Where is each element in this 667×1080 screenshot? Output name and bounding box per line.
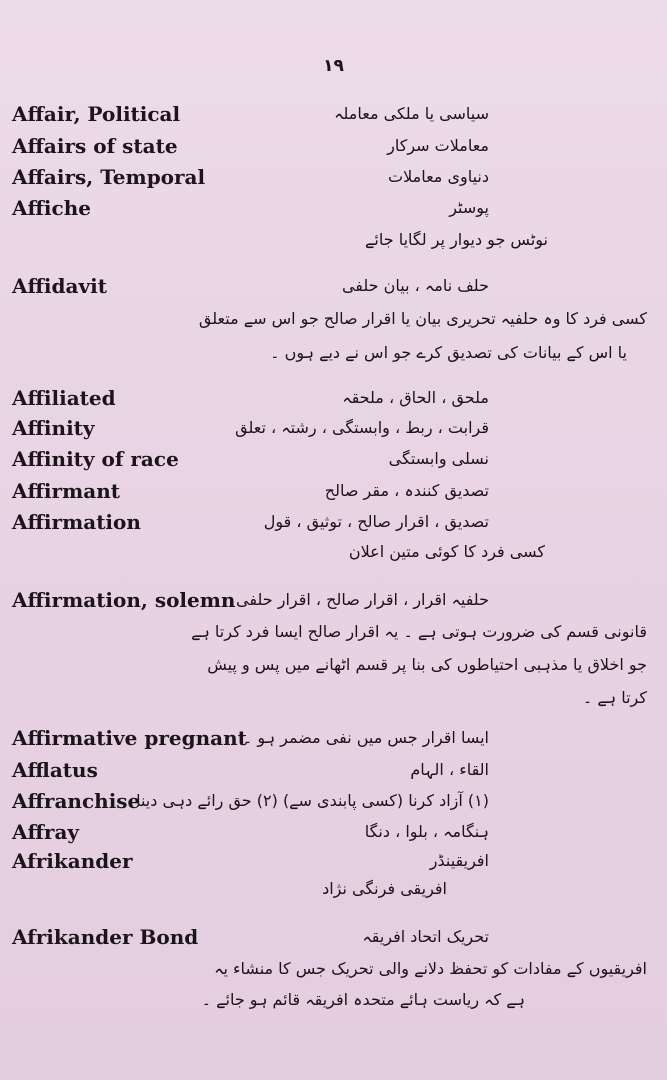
entry-definition: حلفیہ اقرار ، اقرار صالح ، اقرار حلفی xyxy=(236,590,489,609)
entry-definition: ایسا اقرار جس میں نفی مضمر ہو ۔ xyxy=(242,728,489,747)
entry-term: Affirmation, solemn xyxy=(12,588,236,612)
entry-term: Affinity of race xyxy=(12,447,179,471)
entry-definition: جو اخلاق یا مذہبی احتیاطوں کی بنا پر قسم اٹھانے میں پس و پیش xyxy=(207,655,647,674)
entry-definition: سیاسی یا ملکی معاملہ xyxy=(334,104,489,123)
entry-term: Affirmant xyxy=(12,479,120,503)
entry-definition: معاملات سرکار xyxy=(387,136,489,155)
entry-term: Afflatus xyxy=(12,758,98,782)
entry-definition: حلف نامہ ، بیان حلفی xyxy=(341,276,489,295)
entry-definition: تحریک اتحاد افریقہ xyxy=(362,927,489,946)
entry-term: Affairs, Temporal xyxy=(12,165,206,189)
entry-definition: افریقینڈر xyxy=(429,851,489,870)
entry-term: Affairs of state xyxy=(12,134,178,158)
entry-definition: ہے کہ ریاست ہائے متحدہ افریقہ قائم ہو جائے ۔ xyxy=(201,990,525,1009)
entry-definition: تصدیق کنندہ ، مقر صالح xyxy=(324,481,489,500)
page-number: ۱۹ xyxy=(323,56,344,76)
entry-definition: تصدیق ، اقرار صالح ، توثیق ، قول xyxy=(263,512,489,531)
entry-definition: یا اس کے بیانات کی تصدیق کرے جو اس نے دیے ہوں ۔ xyxy=(270,343,627,362)
entry-term: Affirmative pregnant xyxy=(12,726,247,750)
entry-definition: کسی فرد کا کوئی متین اعلان xyxy=(348,542,545,561)
entry-definition: کسی فرد کا وہ حلفیہ تحریری بیان یا اقرار صالح جو اس سے متعلق xyxy=(198,309,647,328)
entry-definition: ملحق ، الحاق ، ملحقہ xyxy=(342,388,489,407)
entry-definition: (۱) آزاد کرنا (کسی پابندی سے) (۲) حق رائے دہی دینا xyxy=(136,791,489,810)
entry-definition: قانونی قسم کی ضرورت ہوتی ہے ۔ یہ اقرار صالح ایسا فرد کرتا ہے xyxy=(191,622,647,641)
entry-definition: پوسٹر xyxy=(449,198,489,217)
entry-term: Afrikander xyxy=(12,849,133,873)
entry-definition: دنیاوی معاملات xyxy=(388,167,489,186)
entry-term: Affranchise xyxy=(12,789,141,813)
entry-term: Afrikander Bond xyxy=(12,925,199,949)
entry-term: Affiche xyxy=(12,196,91,220)
entry-definition: ہنگامہ ، بلوا ، دنگا xyxy=(364,822,489,841)
entry-definition: نوٹس جو دیوار پر لگایا جائے xyxy=(365,230,548,249)
entry-definition: قرابت ، ربط ، وابستگی ، رشتہ ، تعلق xyxy=(235,418,489,437)
entry-term: Affiliated xyxy=(12,386,116,410)
entry-definition: کرتا ہے ۔ xyxy=(582,688,647,707)
entry-term: Affray xyxy=(12,820,80,844)
entry-term: Affirmation xyxy=(12,510,141,534)
entry-term: Affinity xyxy=(12,416,95,440)
entry-definition: افریقی فرنگی نژاد xyxy=(322,879,447,898)
entry-definition: افریقیوں کے مفادات کو تحفظ دلانے والی تحریک جس کا منشاء یہ xyxy=(214,959,647,978)
entry-definition: القاء ، الہام xyxy=(410,760,489,779)
entry-definition: نسلی وابستگی xyxy=(388,449,489,468)
entry-term: Affidavit xyxy=(12,274,107,298)
entry-term: Affair, Political xyxy=(12,102,181,126)
